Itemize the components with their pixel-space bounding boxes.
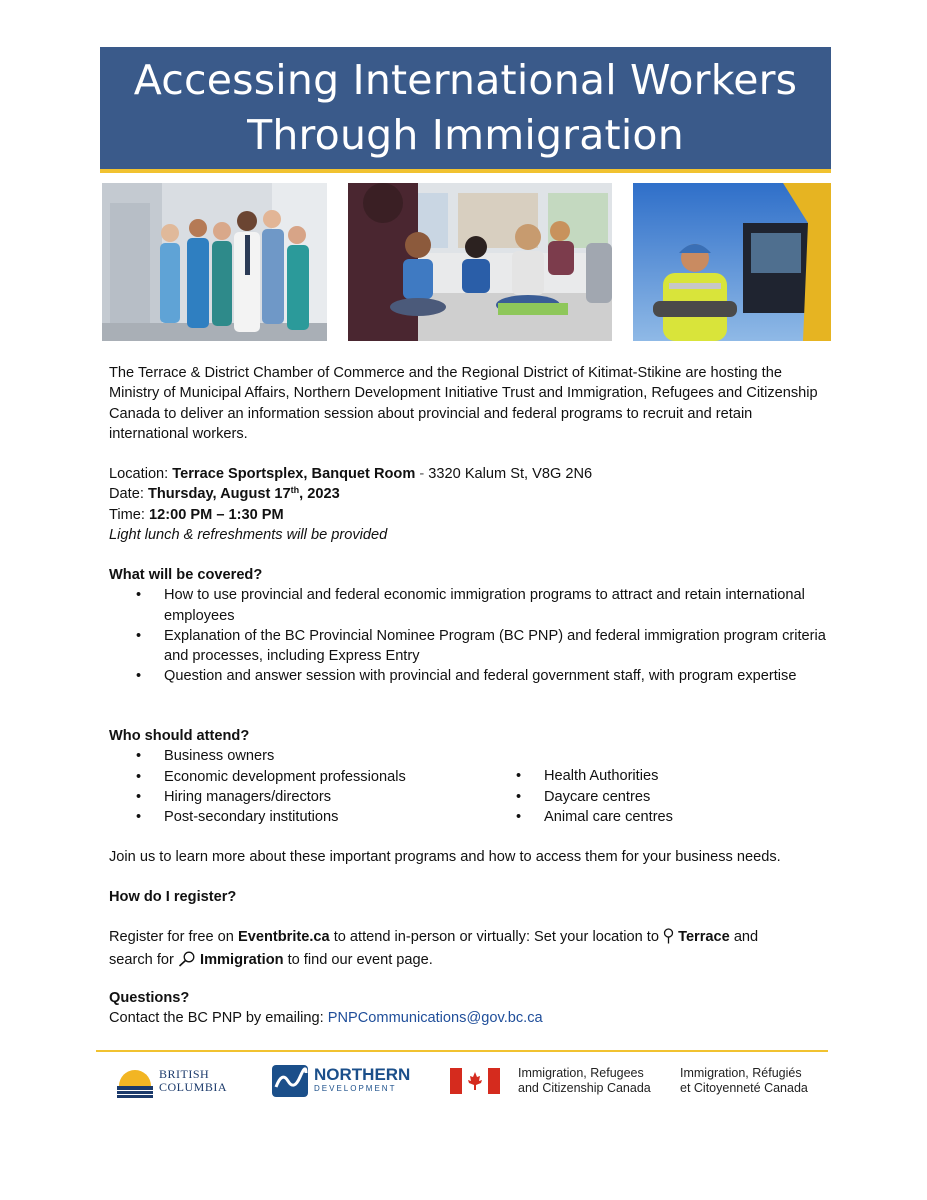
children-meditating-photo [348, 183, 612, 341]
ircc-en-line-2: and Citizenship Canada [518, 1081, 651, 1095]
date-value: Thursday, August 17th, 2023 [147, 485, 340, 503]
date-line [109, 484, 829, 504]
attend-list-left [109, 746, 489, 827]
northern-logo-line-2: DEVELOPMENT [314, 1084, 397, 1093]
location-term: Terrace [678, 929, 730, 945]
location-label: Location: [109, 466, 173, 482]
attend-columns [109, 746, 829, 827]
healthcare-workers-photo [102, 183, 327, 341]
time-value: 12:00 PM – 1:30 PM [149, 506, 284, 523]
sun-icon [115, 1064, 155, 1100]
ircc-en-line-1: Immigration, Refugees [518, 1066, 644, 1080]
date-label: Date: [109, 486, 148, 503]
questions-line: Contact the BC PNP by emailing: PNPCommunications@gov.bc.ca [109, 1010, 543, 1027]
join-text: Join us to learn more about these important programs and how to access them for your business needs. [109, 849, 781, 865]
maple-leaf-icon [450, 1068, 500, 1094]
time-line [109, 505, 829, 525]
search-icon [178, 951, 196, 973]
register-line-2: search for Immigration to find our event page. [109, 950, 829, 973]
questions-section [109, 988, 829, 1029]
register-paragraph [109, 927, 829, 974]
list-item: • Daycare centres [489, 787, 809, 807]
register-line-1: Register for free on Eventbrite.ca to attend in-person or virtually: Set your location to Terrace and [109, 927, 829, 950]
bc-logo-line-1: BRITISH [159, 1067, 210, 1081]
list-item: • Question and answer session with provincial and federal government staff, with program expertise [109, 666, 829, 686]
map-pin-icon [663, 928, 674, 950]
construction-worker-photo [633, 183, 831, 341]
covered-list [109, 585, 829, 686]
list-item: • Health Authorities [489, 766, 809, 786]
list-item: • Explanation of the BC Provincial Nominee Program (BC PNP) and federal immigration program criteria and processes, including Express Entry [109, 626, 829, 667]
covered-section [109, 565, 829, 687]
bc-logo [115, 1062, 240, 1102]
intro-text: The Terrace & District Chamber of Commerce and the Regional District of Kitimat-Stikine are hosting the Ministry of Municipal Affairs, Northern Development Initiative Trust and Immigration, Refugees and Citizenship Canada to deliver an information session about provincial and federal programs to recruit and retain international workers. [109, 365, 818, 442]
location-address: 3320 Kalum St, V8G 2N6 [428, 466, 593, 482]
register-heading: How do I register? [109, 889, 237, 905]
canada-flag [450, 1068, 500, 1094]
attend-heading: Who should attend? [109, 728, 250, 744]
ircc-french-wordmark [680, 1066, 808, 1096]
ircc-fr-line-2: et Citoyenneté Canada [680, 1081, 808, 1095]
northern-development-logo [272, 1064, 422, 1098]
search-term: Immigration [200, 952, 284, 969]
title-line-1: Accessing International Workers [133, 56, 798, 104]
register-section [109, 887, 829, 907]
join-paragraph [109, 847, 829, 867]
title-banner [100, 47, 831, 173]
ircc-fr-line-1: Immigration, Réfugiés [680, 1066, 802, 1080]
wave-icon [272, 1065, 308, 1097]
list-item: • How to use provincial and federal economic immigration programs to attract and retain international employees [109, 585, 829, 626]
attend-list-right [489, 766, 809, 827]
lunch-note: Light lunch & refreshments will be provided [109, 526, 388, 543]
attend-section [109, 726, 829, 827]
title-line-2: Through Immigration [247, 111, 684, 159]
covered-heading: What will be covered? [109, 567, 263, 583]
list-item: • Hiring managers/directors [109, 787, 489, 807]
questions-heading: Questions? [109, 990, 190, 1006]
eventbrite-link[interactable]: Eventbrite.ca [237, 929, 330, 945]
northern-logo-line-1: NORTHERN [314, 1065, 411, 1084]
location-venue: Terrace Sportsplex, Banquet Room [172, 466, 416, 482]
time-label: Time: [109, 506, 149, 523]
intro-paragraph [109, 363, 829, 444]
location-line [109, 464, 829, 484]
event-details [109, 464, 829, 545]
location-separator: - [415, 466, 429, 482]
list-item: • Animal care centres [489, 807, 809, 827]
list-item: • Post-secondary institutions [109, 807, 489, 827]
email-link[interactable]: PNPCommunications@gov.bc.ca [327, 1010, 543, 1027]
list-item: • Economic development professionals [109, 767, 489, 787]
ircc-english-wordmark [518, 1066, 651, 1096]
footer-divider [96, 1050, 828, 1052]
bc-logo-line-2: COLUMBIA [159, 1080, 228, 1094]
list-item: • Business owners [109, 746, 489, 766]
